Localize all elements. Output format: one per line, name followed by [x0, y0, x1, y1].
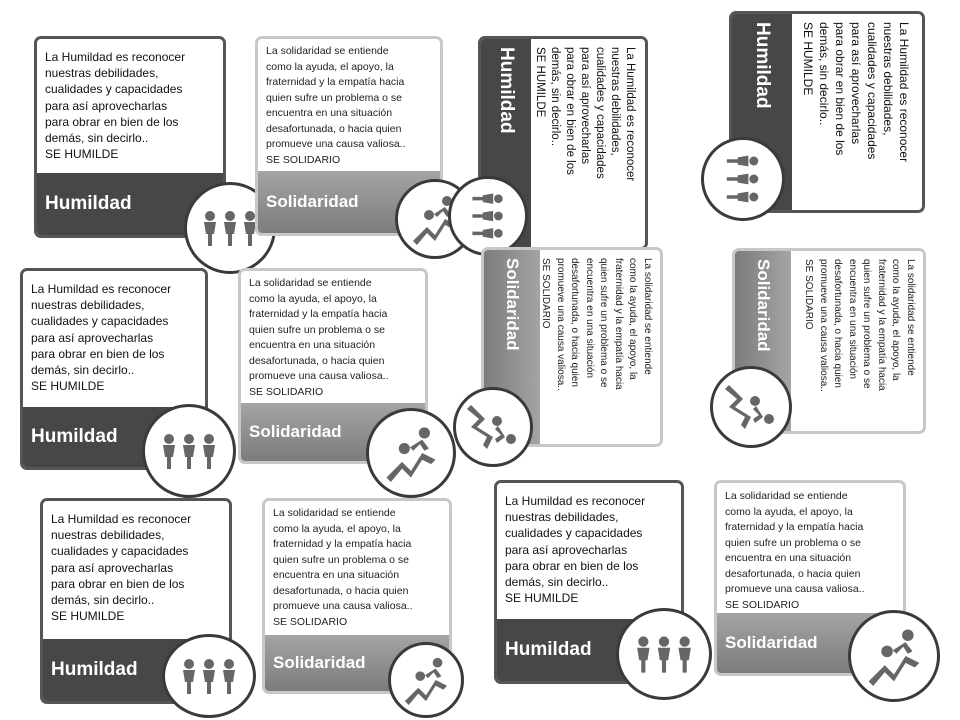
text-line: para así aprovecharlas — [849, 22, 863, 145]
humildad-text — [31, 281, 197, 394]
card-title: Solidaridad — [503, 258, 522, 351]
text-line: cualidades y capacidades — [51, 544, 189, 559]
paper-dolls-icon — [616, 608, 712, 700]
humildad-text — [45, 49, 215, 162]
text-line: para así aprovecharlas — [45, 98, 168, 113]
text-line: para obrar en bien de los — [833, 22, 847, 156]
text-line: encuentra en una situación — [273, 569, 400, 581]
text-line: como la ayuda, el apoyo, la — [266, 60, 394, 73]
text-line: para obrar en bien de los — [505, 558, 639, 573]
humildad-card-3 — [40, 498, 232, 704]
text-line: para obrar en bien de los — [31, 346, 165, 361]
text-line: La solidaridad se entiende — [725, 490, 848, 502]
solidaridad-text — [249, 276, 417, 400]
card-title: Solidaridad — [266, 192, 359, 211]
text-line: como la ayuda, el apoyo, la — [627, 258, 639, 380]
text-line: fraternidad y la empatía hacia — [725, 521, 864, 533]
text-line: demás, sin decirlo.. — [817, 22, 831, 126]
climbers-helping-icon — [366, 408, 456, 498]
text-line: fraternidad y la empatía hacia — [249, 308, 388, 320]
text-line: quien sufre un problema o se — [249, 323, 386, 336]
solidaridad-card-1 — [255, 36, 443, 236]
card-title: Humildad — [45, 193, 132, 214]
text-line: para así aprovecharlas — [579, 47, 591, 164]
text-line: demás, sin decirlo.. — [549, 47, 561, 147]
text-line: para obrar en bien de los — [564, 47, 576, 175]
text-line: para así aprovecharlas — [505, 542, 628, 557]
card-title: Solidaridad — [725, 633, 818, 652]
text-line: como la ayuda, el apoyo, la — [273, 522, 401, 535]
text-line: desafortunada, o hacia quien — [569, 258, 581, 387]
humildad-card-rot-1 — [478, 36, 648, 250]
text-line: SE HUMILDE — [31, 379, 105, 394]
text-line: encuentra en una situación — [725, 552, 852, 564]
text-line: como la ayuda, el apoyo, la — [890, 259, 902, 381]
card-title: Humildad — [496, 47, 517, 134]
solidaridad-text — [266, 44, 432, 168]
humildad-text — [51, 511, 221, 624]
humildad-card-2 — [20, 268, 208, 470]
text-line: promueve una causa valiosa.. — [266, 138, 406, 150]
text-line: fraternidad y la empatía hacia — [613, 258, 624, 390]
humildad-card-4 — [494, 480, 684, 684]
card-title: Humildad — [752, 22, 773, 109]
text-line: SE HUMILDE — [801, 22, 815, 96]
climbers-helping-icon — [710, 366, 792, 448]
text-line: nuestras debilidades, — [31, 298, 145, 313]
solidaridad-text — [725, 489, 895, 613]
card-title: Humildad — [31, 426, 118, 447]
text-line: SE SOLIDARIO — [803, 259, 815, 330]
humildad-text — [505, 493, 673, 606]
text-line: desafortunada, o hacia quien — [266, 122, 402, 135]
text-line: quien sufre un problema o se — [273, 553, 410, 566]
text-line: desafortunada, o hacia quien — [725, 567, 861, 580]
text-line: encuentra en una situación — [249, 339, 376, 351]
text-line: promueve una causa valiosa.. — [725, 583, 865, 595]
paper-dolls-icon — [701, 137, 785, 221]
solidaridad-card-3 — [262, 498, 452, 694]
text-line: cualidades y capacidades — [505, 526, 643, 541]
text-line: desafortunada, o hacia quien — [832, 259, 844, 388]
text-line: fraternidad y la empatía hacia — [273, 538, 412, 550]
text-line: quien sufre un problema o se — [725, 536, 862, 549]
text-line: SE SOLIDARIO — [266, 153, 341, 166]
card-title: Humildad — [51, 659, 138, 680]
solidaridad-card-4 — [714, 480, 906, 676]
text-line: nuestras debilidades, — [45, 66, 159, 81]
text-line: SE HUMILDE — [45, 147, 119, 162]
solidaridad-card-2 — [238, 268, 428, 464]
humildad-card-rot-2 — [729, 11, 925, 213]
text-line: promueve una causa valiosa.. — [273, 600, 413, 612]
card-title: Solidaridad — [754, 259, 773, 352]
text-line: SE SOLIDARIO — [540, 258, 552, 329]
text-line: para obrar en bien de los — [45, 114, 179, 129]
text-line: demás, sin decirlo.. — [505, 575, 609, 590]
solidaridad-text — [273, 506, 441, 630]
text-line: demás, sin decirlo.. — [31, 363, 135, 378]
text-line: promueve una causa valiosa.. — [818, 259, 829, 392]
text-line: como la ayuda, el apoyo, la — [249, 292, 377, 305]
text-line: cualidades y capacidades — [594, 47, 606, 179]
text-line: La Humildad es reconocer — [45, 50, 186, 64]
text-line: fraternidad y la empatía hacia — [266, 76, 405, 88]
text-line: promueve una causa valiosa.. — [555, 258, 566, 391]
text-line: La Humildad es reconocer — [51, 512, 192, 526]
text-line: desafortunada, o hacia quien — [249, 354, 385, 367]
humildad-text — [800, 22, 912, 202]
text-line: nuestras debilidades, — [609, 47, 621, 156]
text-line: cualidades y capacidades — [45, 82, 183, 97]
text-line: nuestras debilidades, — [881, 22, 895, 136]
card-title: Solidaridad — [273, 653, 366, 672]
climbers-helping-icon — [453, 387, 533, 467]
text-line: desafortunada, o hacia quien — [273, 584, 409, 597]
paper-dolls-icon — [162, 634, 256, 718]
text-line: La solidaridad se entiende — [642, 258, 653, 375]
text-line: quien sufre un problema o se — [861, 259, 873, 389]
text-line: La solidaridad se entiende — [249, 277, 372, 289]
text-line: quien sufre un problema o se — [266, 91, 403, 104]
text-line: demás, sin decirlo.. — [51, 593, 155, 608]
solidaridad-text — [538, 258, 654, 436]
text-line: SE SOLIDARIO — [273, 615, 348, 628]
text-line: para así aprovecharlas — [51, 560, 174, 575]
text-line: La Humildad es reconocer — [31, 282, 172, 296]
card-title: Solidaridad — [249, 422, 342, 441]
text-line: encuentra en una situación — [847, 259, 858, 380]
solidaridad-card-rot-1 — [481, 247, 663, 447]
text-line: SE HUMILDE — [534, 47, 546, 118]
climbers-helping-icon — [388, 642, 464, 718]
text-line: La Humildad es reconocer — [897, 22, 911, 163]
text-line: como la ayuda, el apoyo, la — [725, 505, 853, 518]
text-line: para así aprovecharlas — [31, 330, 154, 345]
text-line: encuentra en una situación — [584, 258, 595, 379]
text-line: encuentra en una situación — [266, 107, 393, 119]
text-line: cualidades y capacidades — [31, 314, 169, 329]
card-title: Humildad — [505, 639, 592, 660]
text-line: La solidaridad se entiende — [273, 507, 396, 519]
solidaridad-text — [801, 259, 917, 423]
text-line: promueve una causa valiosa.. — [249, 370, 389, 382]
text-line: SE HUMILDE — [51, 609, 125, 624]
text-line: La solidaridad se entiende — [266, 45, 389, 57]
paper-dolls-icon — [448, 176, 528, 256]
text-line: quien sufre un problema o se — [598, 258, 610, 388]
text-line: para obrar en bien de los — [51, 576, 185, 591]
paper-dolls-icon — [142, 404, 236, 498]
text-line: SE HUMILDE — [505, 591, 579, 606]
text-line: La solidaridad se entiende — [905, 259, 916, 376]
solidaridad-card-rot-2 — [732, 248, 926, 434]
text-line: SE SOLIDARIO — [249, 385, 324, 398]
text-line: La Humildad es reconocer — [624, 47, 636, 182]
text-line: fraternidad y la empatía hacia — [876, 259, 887, 391]
humildad-text — [532, 47, 637, 239]
text-line: SE SOLIDARIO — [725, 598, 800, 611]
text-line: La Humildad es reconocer — [505, 494, 646, 508]
text-line: nuestras debilidades, — [51, 528, 165, 543]
text-line: nuestras debilidades, — [505, 510, 619, 525]
climbers-helping-icon — [848, 610, 940, 702]
text-line: demás, sin decirlo.. — [45, 131, 149, 146]
humildad-card-1 — [34, 36, 226, 238]
text-line: cualidades y capacidades — [865, 22, 879, 160]
